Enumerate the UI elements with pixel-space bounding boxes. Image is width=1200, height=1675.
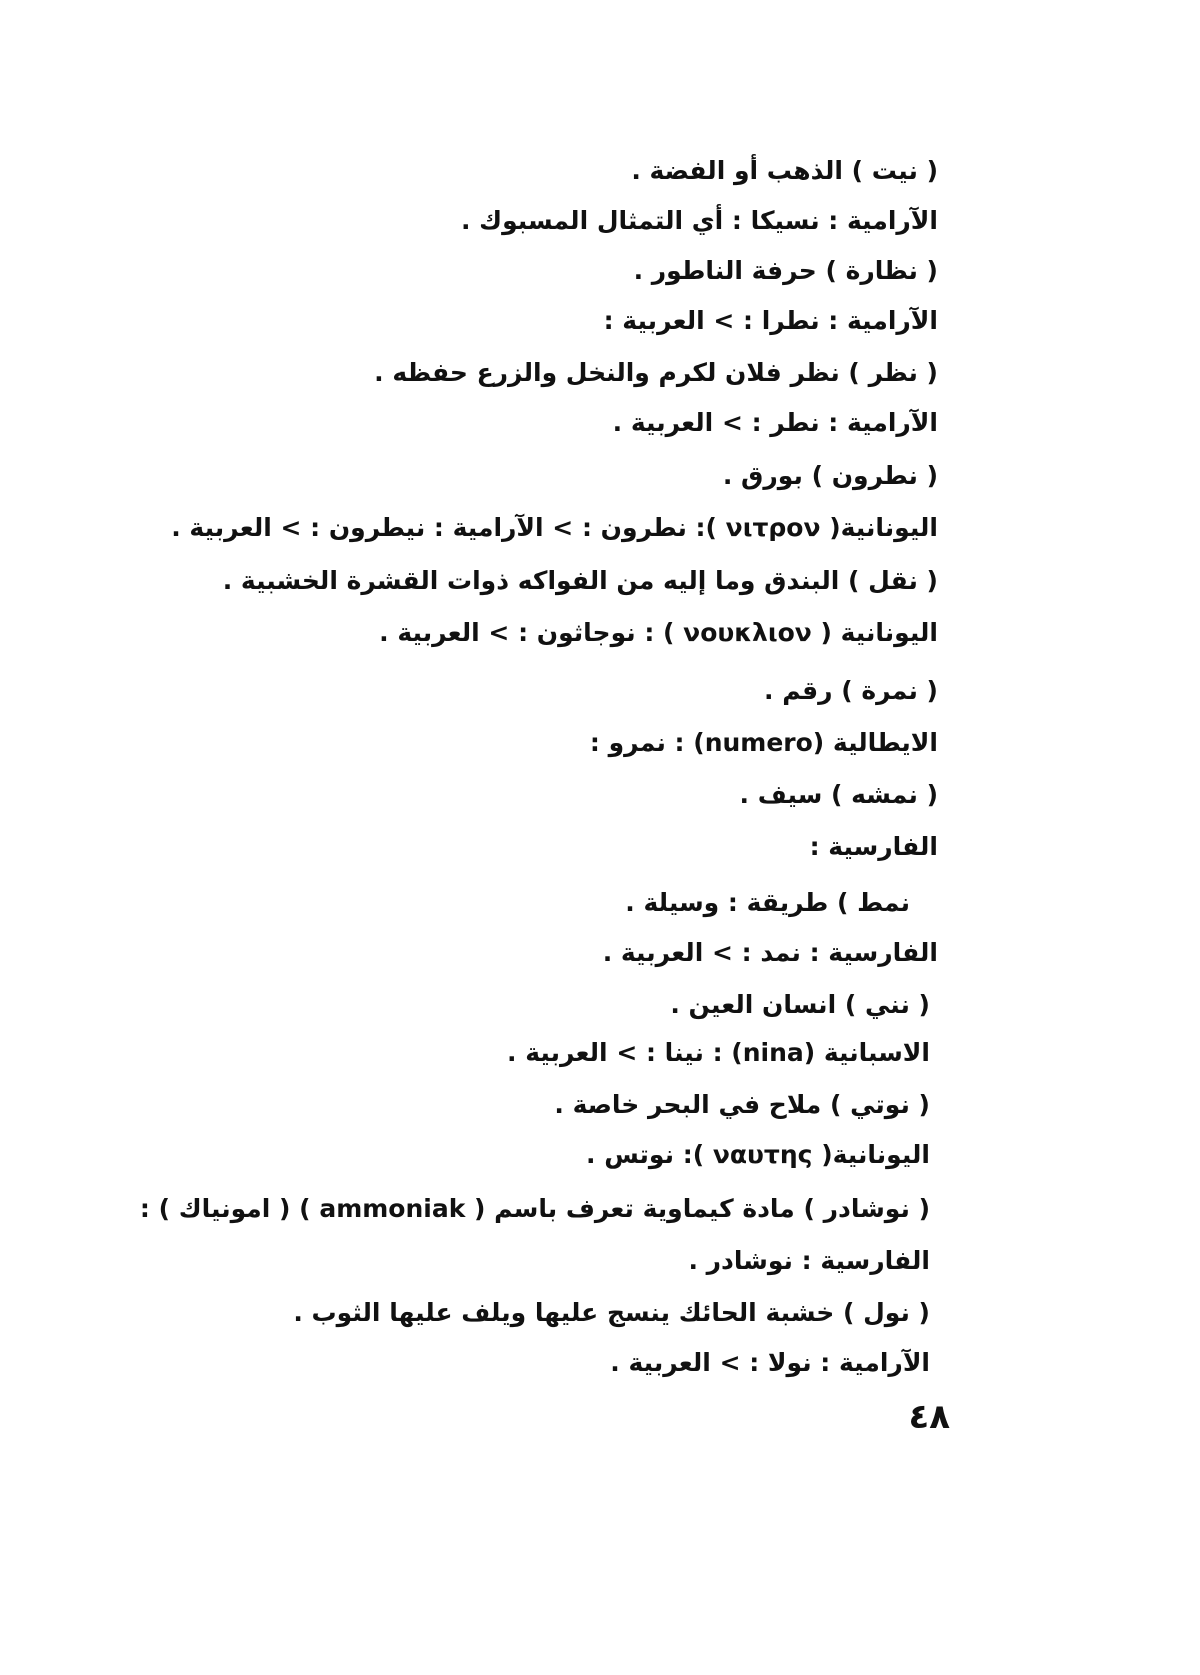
entry-line: اليونانية( ναυτης ): نوتس .	[586, 1140, 930, 1169]
entry-line: الآرامية : نطرا : > العربية :	[603, 306, 938, 335]
entry-line: ( نطرون ) بورق .	[722, 461, 938, 490]
entry-line: الفارسية : نوشادر .	[688, 1246, 930, 1275]
entry-line: ( نمرة ) رقم .	[764, 676, 938, 705]
entry-line: ( نوتي ) ملاح في البحر خاصة .	[554, 1090, 930, 1119]
entry-line: الآرامية : نطر : > العربية .	[612, 408, 938, 437]
entry-line: اليونانية( νιτρον ): نطرون : > الآرامية : نيطرون : > العربية .	[171, 513, 938, 542]
entry-line: ( نوشادر ) مادة كيماوية تعرف باسم ( ammoniak ) ( امونياك ) :	[139, 1194, 930, 1223]
entry-line: ( نظارة ) حرفة الناطور .	[633, 256, 938, 285]
entry-line: ( نمشه ) سيف .	[739, 780, 938, 809]
entry-line: ( نقل ) البندق وما إليه من الفواكه ذوات القشرة الخشبية .	[222, 566, 938, 595]
entry-line: الآرامية : نولا : > العربية .	[610, 1348, 930, 1377]
entry-line: ( نني ) انسان العين .	[670, 990, 930, 1019]
entry-line: اليونانية ( νουκλιον ) : نوجاثون : > العربية .	[379, 618, 938, 647]
entry-line: الايطالية (numero) : نمرو :	[589, 728, 938, 757]
entry-line: ( نيت ) الذهب أو الفضة .	[631, 156, 938, 185]
entry-line: الاسبانية (nina) : نينا : > العربية .	[507, 1038, 930, 1067]
entry-line: الفارسية :	[809, 832, 938, 861]
entry-line: نمط ) طريقة : وسيلة .	[625, 888, 910, 917]
page-number: ٤٨	[908, 1397, 950, 1437]
entry-line: ( نول ) خشبة الحائك ينسج عليها ويلف عليها الثوب .	[293, 1298, 930, 1327]
entry-line: الآرامية : نسيكا : أي التمثال المسبوك .	[460, 206, 938, 235]
entry-line: الفارسية : نمد : > العربية .	[602, 938, 938, 967]
entry-line: ( نظر ) نظر فلان لكرم والنخل والزرع حفظه .	[374, 358, 938, 387]
